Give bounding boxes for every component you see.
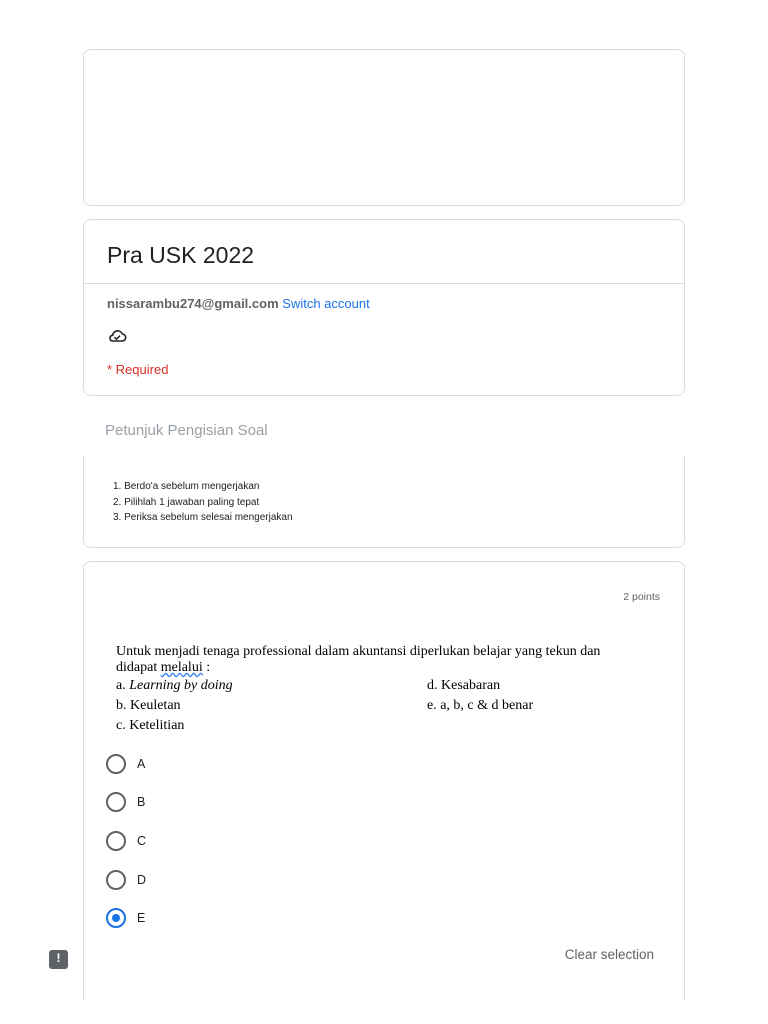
choice-text: Learning by doing [129, 678, 233, 693]
option-label: D [137, 873, 147, 887]
spellcheck-word: melalui [160, 660, 203, 675]
radio-icon[interactable] [106, 831, 126, 851]
instruction-item: 2. Pilihlah 1 jawaban paling tepat [113, 496, 260, 508]
choice-d: d. Kesabaran [427, 678, 501, 693]
instruction-item: 1. Berdo'a sebelum mengerjakan [113, 481, 260, 492]
radio-icon[interactable] [106, 792, 126, 812]
question-text [116, 642, 656, 736]
question-points: 2 points [623, 591, 660, 603]
radio-icon[interactable] [106, 870, 126, 890]
question-choice-row [116, 696, 656, 716]
question-text-segment: didapat [116, 660, 161, 675]
instructions-card [83, 455, 685, 548]
header-banner [83, 49, 685, 206]
option-b[interactable] [106, 790, 145, 814]
divider [84, 283, 684, 284]
instruction-item: 3. Periksa sebelum selesai mengerjakan [113, 512, 293, 523]
option-label: A [137, 757, 146, 771]
choice-prefix: a. [116, 678, 130, 693]
account-email: nissarambu274@gmail.com [107, 296, 279, 311]
option-e[interactable] [106, 906, 145, 930]
question-line: Untuk menjadi tenaga professional dalam akuntansi diperlukan belajar yang tekun dan [116, 644, 601, 659]
option-label: B [137, 795, 146, 809]
option-d[interactable] [106, 868, 146, 892]
choice-e: e. a, b, c & d benar [427, 698, 534, 713]
instructions-list [113, 479, 293, 526]
switch-account-link[interactable]: Switch account [282, 296, 370, 311]
option-label: C [137, 834, 147, 848]
section-title: Petunjuk Pengisian Soal [105, 422, 268, 439]
form-header-card [83, 219, 685, 396]
required-note: * Required [107, 362, 169, 377]
form-title: Pra USK 2022 [107, 242, 255, 268]
clear-selection-button[interactable]: Clear selection [564, 947, 654, 962]
choice-c: c. Ketelitian [116, 718, 185, 733]
question-choice-row [116, 676, 656, 696]
cloud-check-icon [107, 328, 127, 344]
question-line [116, 662, 656, 676]
option-a[interactable] [106, 752, 145, 776]
option-label: E [137, 911, 146, 925]
question-choice-row [116, 716, 656, 736]
choice-a [116, 676, 427, 696]
question-card [83, 561, 685, 1001]
feedback-icon[interactable]: ! [49, 950, 68, 969]
option-c[interactable] [106, 829, 146, 853]
question-text-segment: : [202, 660, 211, 675]
choice-b: b. Keuletan [116, 698, 181, 713]
radio-icon[interactable] [106, 754, 126, 774]
radio-icon[interactable] [106, 908, 126, 928]
account-row [107, 296, 370, 311]
